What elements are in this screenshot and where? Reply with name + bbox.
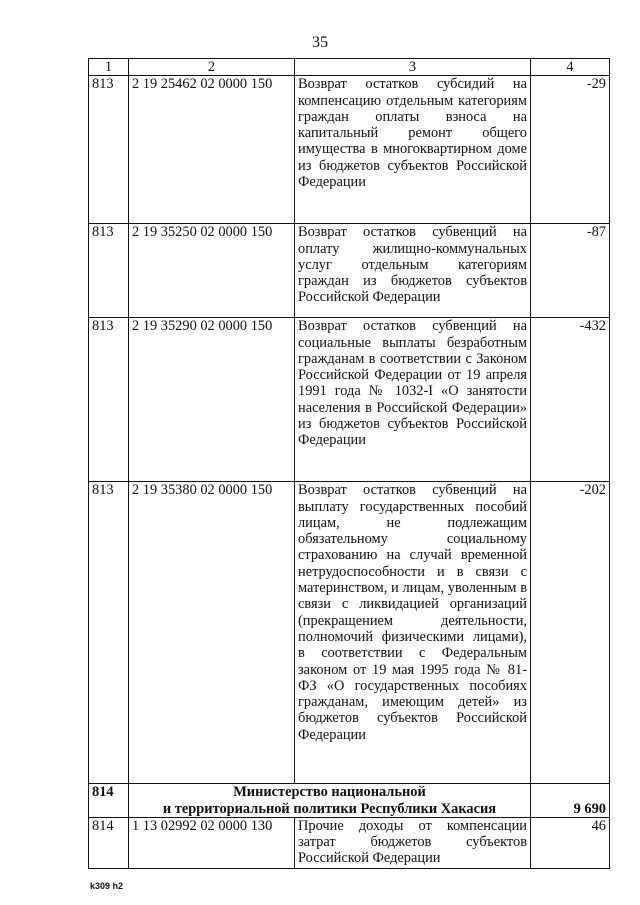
ministry-code: 814 [89, 784, 129, 818]
table-header [89, 59, 610, 76]
budget-classification-code: 2 19 35250 02 0000 150 [129, 224, 295, 318]
budget-table [88, 58, 610, 869]
revenue-description: Возврат остатков субсидий на компенсацию отдельным категориям граждан оплаты взноса на капитальный ремонт общего имущества в многоквартирном доме из бюджетов субъектов Российской Федерации [295, 76, 531, 224]
admin-code: 813 [89, 318, 129, 482]
header-row [89, 59, 610, 76]
amount: 46 [531, 817, 610, 868]
table-body [89, 76, 610, 869]
header-col-1: 1 [89, 59, 129, 76]
header-col-3: 3 [295, 59, 531, 76]
budget-classification-code: 1 13 02992 02 0000 130 [129, 817, 295, 868]
amount: -432 [531, 318, 610, 482]
ministry-row [89, 784, 610, 818]
admin-code: 813 [89, 224, 129, 318]
table-row [89, 482, 610, 784]
header-col-4: 4 [531, 59, 610, 76]
table-row [89, 76, 610, 224]
ministry-total: 9 690 [531, 784, 610, 818]
header-col-2: 2 [129, 59, 295, 76]
amount: -87 [531, 224, 610, 318]
amount: -202 [531, 482, 610, 784]
revenue-description: Возврат остатков субвенций на социальные выплаты безработным гражданам в соответствии с Законом Российской Федерации от 19 апреля 1991 года № 1032-I «О занятости населения в Российской Федерации» из бюджетов субъектов Российской Федерации [295, 318, 531, 482]
table-row [89, 224, 610, 318]
page-number: 35 [312, 34, 328, 51]
budget-classification-code: 2 19 25462 02 0000 150 [129, 76, 295, 224]
table-row [89, 318, 610, 482]
revenue-description: Возврат остатков субвенций на оплату жилищно-коммунальных услуг отдельным категориям граждан из бюджетов субъектов Российской Федерации [295, 224, 531, 318]
admin-code: 813 [89, 482, 129, 784]
revenue-description: Прочие доходы от компенсации затрат бюджетов субъектов Российской Федерации [295, 817, 531, 868]
ministry-title-line-1: Министерство национальной [233, 784, 426, 801]
revenue-description: Возврат остатков субвенций на выплату государственных пособий лицам, не подлежащим обязательному социальному страхованию на случай временной нетрудоспособности и в связи с материнством, и лицам, уволенным в связи с ликвидацией организаций (прекращением деятельности, полномочий физическими лицами), в соответствии с Федеральным законом от 19 мая 1995 года № 81-ФЗ «О государственных пособиях гражданам, имеющим детей» из бюджетов субъектов Российской Федерации [295, 482, 531, 784]
footer-document-code: k309 h2 [90, 881, 124, 891]
amount: -29 [531, 76, 610, 224]
admin-code: 813 [89, 76, 129, 224]
ministry-title-line-2: и территориальной политики Республики Хакасия [162, 800, 497, 817]
budget-classification-code: 2 19 35380 02 0000 150 [129, 482, 295, 784]
budget-classification-code: 2 19 35290 02 0000 150 [129, 318, 295, 482]
admin-code: 814 [89, 817, 129, 868]
table-row [89, 817, 610, 868]
ministry-title [129, 784, 531, 818]
